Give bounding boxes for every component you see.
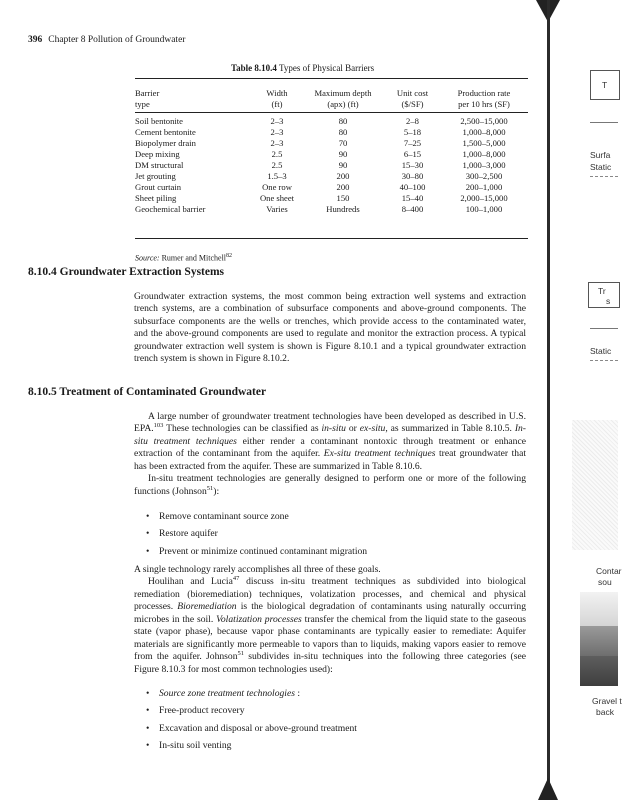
table-header-row [135,88,528,110]
fragment-line [590,328,618,329]
fragment-label: T [602,80,608,90]
list-item: • Restore aquifer [146,528,218,540]
column-header: Barrier type [135,88,160,109]
soil-texture-fragment [572,420,618,550]
fragment-label: s [606,296,611,306]
fragment-label: back [596,707,614,717]
fragment-label: Surfa [590,150,611,160]
technologies-list [146,688,357,753]
soil-layer-fragment [580,656,618,686]
table-row: Cement bentonite 2–3 80 5–18 1,000–8,000 [135,127,506,137]
column-header: Maximum depth (apx) (ft) [314,88,372,109]
soil-layer-fragment [580,592,618,626]
table-row: Jet grouting 1.5–3 200 30–80 300–2,500 [135,171,503,181]
physical-barriers-table [135,88,528,215]
list-item: • In-situ soil venting [146,740,232,752]
fragment-label: Contar [596,566,622,576]
soil-layer-fragment [580,626,618,656]
table-top-rule [135,78,528,79]
list-item: • Excavation and disposal or above-ground treatment [146,722,357,734]
table-title: Types of Physical Barriers [279,63,375,73]
spine-bottom-mark [538,778,558,800]
chapter-title: Chapter 8 Pollution of Groundwater [48,35,186,45]
fragment-label: sou [598,577,612,587]
treatment-paragraph-2: A single technology rarely accomplishes all three of these goals. Houlihan and Lucia$^{47}$ discuss in-situ treatment techniques as subdivided into biological remediation (bioremediation) techniques, volatization processes, and chemical and physical processes. Bioremediation is the biological degradation of contaminants using naturally occurring microbes in the soil. Volatization processes transfer the chemical from the liquid state to the gaseous state (vapor phase), because vapor phase contaminants are typically easier to remediate: Aquifer materials are significantly more permeable to vapors than to liquids, making vapors easier to remove from the aquifer. Johnson$^{51}$ subdivides in-situ techniques into the following three categories (see Figure 8.10.3 for most common technologies used): [134,564,527,675]
column-header: Width (ft) [266,88,288,109]
page-number: 396 [28,35,43,45]
treatment-paragraph-1: A large number of groundwater treatment technologies have been developed as described in U.S. EPA.$^{103}$ These technologies can be classified as in-situ or ex-situ, as summarized in Table 8.10.5. In-situ treatment techniques either render a contaminant nontoxic through treatment or enhance extraction of the contaminant from the aquifer. Ex-situ treatment techniques treat groundwater that has been extracted from the aquifer. These are summarized in Table 8.10.6. In-situ treatment technologies are generally designed to perform one or more of the following functions (Johnson$^{51}$): [134,411,527,497]
fragment-label: Static [590,346,612,356]
column-header: Production rate per 10 hrs (SF) [457,88,511,109]
section-heading-treatment: 8.10.5 Treatment of Contaminated Groundwater [28,386,267,398]
table-row: Deep mixing 2.5 90 6–15 1,000–8,000 [135,149,506,159]
table-caption [231,63,374,73]
column-header: Unit cost ($/SF) [396,88,429,109]
table-row: Geochemical barrier Varies Hundreds 8–400 100–1,000 [135,204,503,214]
table-source-note: Source: Rumer and Mitchell$^{82}$ [135,253,233,263]
list-item: • Source zone treatment technologies : [146,688,301,699]
table-number: Table 8.10.4 [231,63,277,73]
functions-list [146,511,367,558]
extraction-paragraph: Groundwater extraction systems, the most common being extraction well systems and extraction trench systems, are a combination of subsurface components and above-ground components. The subsurface components are the wells or trenches, which provide access to the contaminated water, and the above-ground components are used to regulate and monitor the extraction process. A typical groundwater extraction well system is shown is Figure 8.10.1 and a typical groundwater extraction trench system is shown in Figure 8.10.2. [134,291,526,365]
fragment-dash [590,360,618,361]
fragment-label: Static [590,162,612,172]
list-item: • Remove contaminant source zone [146,511,289,522]
table-row: Grout curtain One row 200 40–100 200–1,000 [135,182,503,192]
fragment-line [590,122,618,123]
book-spine [547,0,550,800]
list-item: • Free-product recovery [146,705,245,717]
section-heading-extraction: 8.10.4 Groundwater Extraction Systems [28,266,225,278]
running-head [28,35,185,45]
table-bottom-rule [135,238,528,239]
list-item: • Prevent or minimize continued contaminant migration [146,545,368,557]
fragment-label: Gravel t [592,696,622,706]
fragment-label: Tr [598,286,606,296]
table-row: Biopolymer drain 2–3 70 7–25 1,500–5,000 [135,138,506,148]
fragment-dash [590,176,618,177]
table-row: Sheet piling One sheet 150 15–40 2,000–15,000 [135,193,508,203]
table-row: DM structural 2.5 90 15–30 1,000–3,000 [135,160,506,170]
table-row: Soil bentonite 2–3 80 2–8 2,500–15,000 [135,116,508,126]
